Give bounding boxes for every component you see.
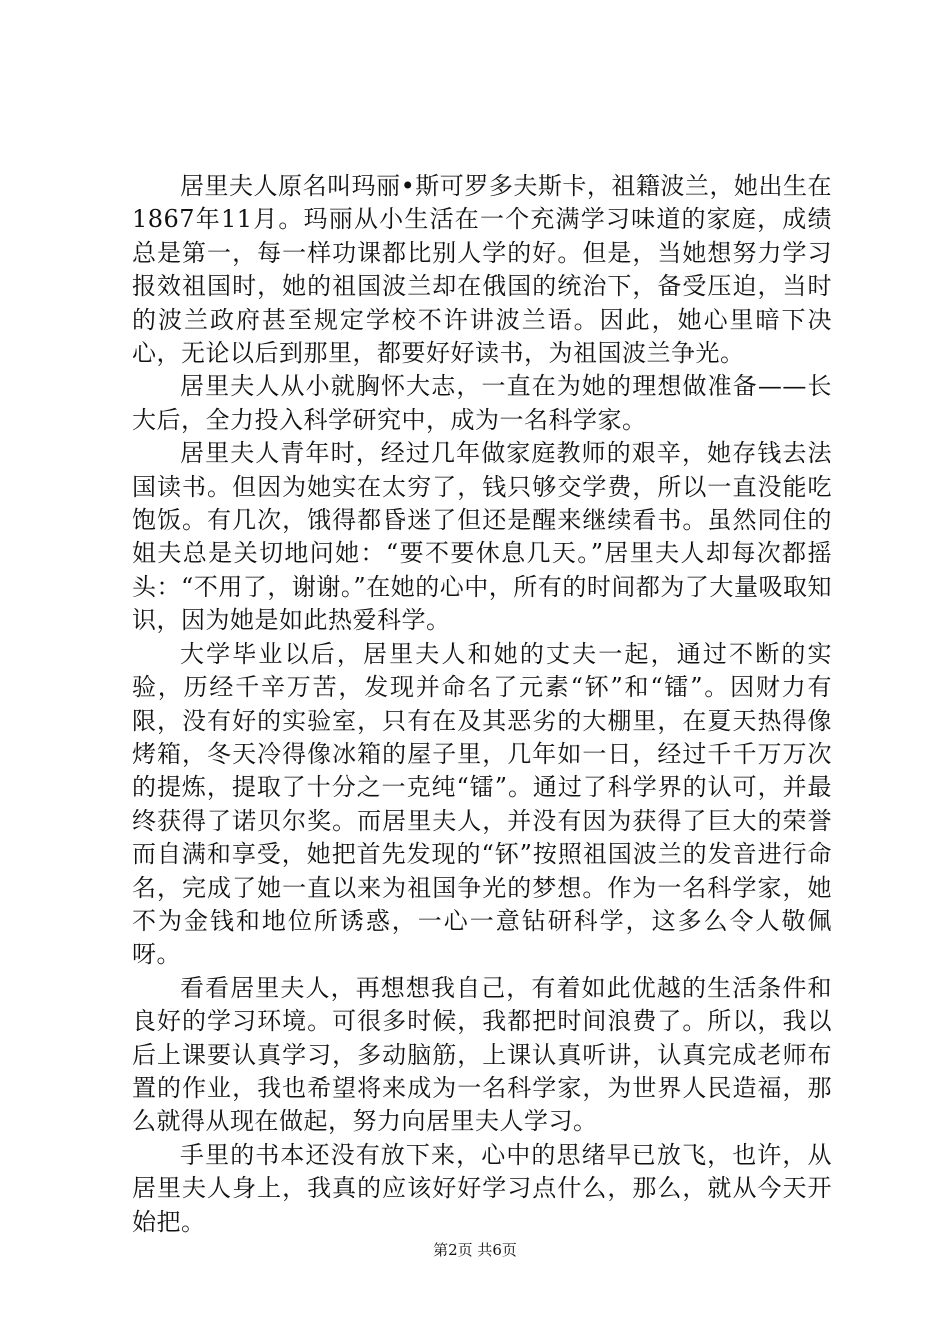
paragraph-4: 大学毕业以后，居里夫人和她的丈夫一起，通过不断的实验，历经千辛万苦，发现并命名了元素“钚”和“镭”。因财力有限，没有好的实验室，只有在及其恶劣的大棚里，在夏天热得像烤箱，冬天冷得像冰箱的屋子里，几年如一日，经过千千万万次的提炼，提取了十分之一克纯“镭”。通过了科学界的认可，并最终获得了诺贝尔奖。而居里夫人，并没有因为获得了巨大的荣誉而自满和享受，她把首先发现的“钚”按照祖国波兰的发音进行命名，完成了她一直以来为祖国争光的梦想。作为一名科学家，她不为金钱和地位所诱惑，一心一意钻研科学，这多么令人敬佩呀。 bbox=[132, 639, 832, 969]
paragraph-6: 手里的书本还没有放下来，心中的思绪早已放飞，也许，从居里夫人身上，我真的应该好好学习点什么，那么，就从今天开始把。 bbox=[132, 1140, 832, 1236]
page-footer: 第2页 共6页 bbox=[433, 1241, 517, 1259]
paragraph-3: 居里夫人青年时，经过几年做家庭教师的艰辛，她存钱去法国读书。但因为她实在太穷了，钱只够交学费，所以一直没能吃饱饭。有几次，饿得都昏迷了但还是醒来继续看书。虽然同住的姐夫总是关切地问她：“要不要休息几天。”居里夫人却每次都摇头：“不用了，谢谢。”在她的心中，所有的时间都为了大量吸取知识，因为她是如此热爱科学。 bbox=[132, 439, 832, 635]
document-body bbox=[132, 170, 832, 1239]
paragraph-5: 看看居里夫人，再想想我自己，有着如此优越的生活条件和良好的学习环境。可很多时候，我都把时间浪费了。所以，我以后上课要认真学习，多动脑筋，上课认真听讲，认真完成老师布置的作业，我也希望将来成为一名科学家，为世界人民造福，那么就得从现在做起，努力向居里夫人学习。 bbox=[132, 973, 832, 1136]
paragraph-1: 居里夫人原名叫玛丽•斯可罗多夫斯卡，祖籍波兰，她出生在1867年11月。玛丽从小生活在一个充满学习味道的家庭，成绩总是第一，每一样功课都比别人学的好。但是，当她想努力学习报效祖国时，她的祖国波兰却在俄国的统治下，备受压迫，当时的波兰政府甚至规定学校不许讲波兰语。因此，她心里暗下决心，无论以后到那里，都要好好读书，为祖国波兰争光。 bbox=[132, 172, 832, 368]
paragraph-2: 居里夫人从小就胸怀大志，一直在为她的理想做准备——长大后，全力投入科学研究中，成为一名科学家。 bbox=[132, 372, 832, 434]
